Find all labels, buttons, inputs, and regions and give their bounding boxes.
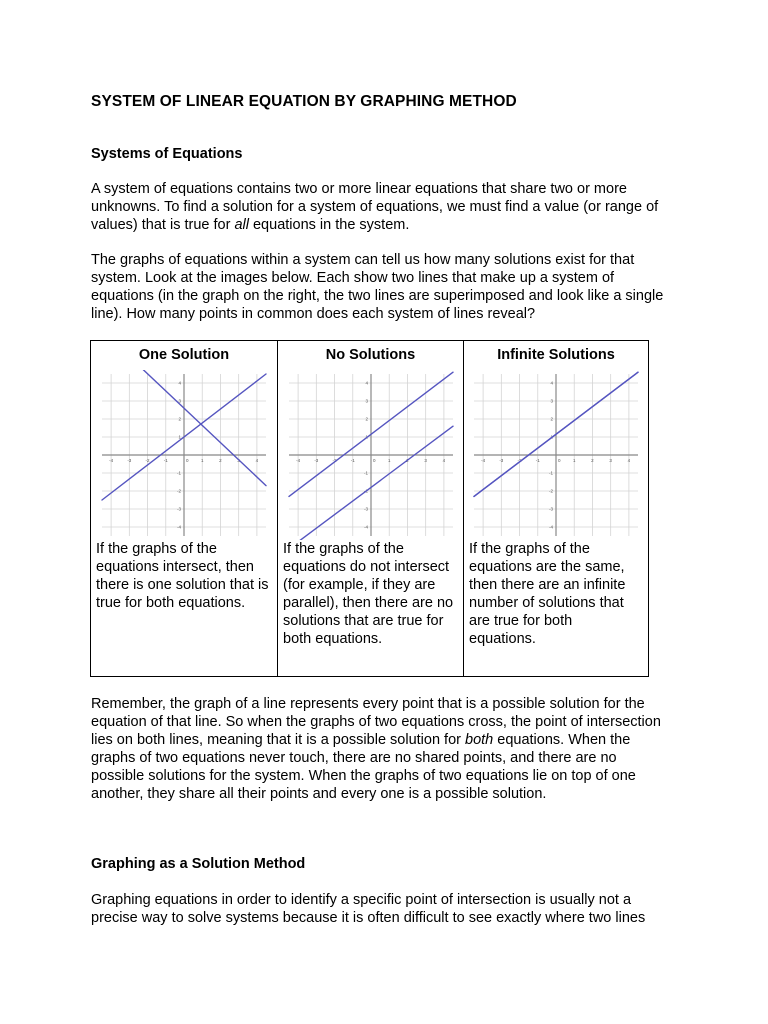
x-tick-label: 1 — [200, 458, 204, 463]
x-tick-label: -2 — [332, 458, 337, 463]
x-tick-label: -4 — [109, 458, 114, 463]
x-tick-label: 1 — [572, 458, 576, 463]
x-tick-label: -1 — [163, 458, 168, 463]
text-run: equations. When the graphs of two equations never touch, there are no shared points, and there are no possible solutions for the system. When the graphs of two equations lie on top of one another, they share all their points and every one is a possible solution. — [91, 732, 636, 802]
graph-cell-one-solution — [91, 370, 278, 540]
x-tick-label: 4 — [255, 458, 259, 463]
y-tick-label: -3 — [363, 506, 368, 512]
origin-label: 0 — [558, 458, 561, 463]
x-tick-label: 4 — [442, 458, 445, 463]
origin-label: 0 — [186, 458, 189, 463]
y-tick-label: 3 — [364, 398, 368, 404]
y-tick-label: -4 — [363, 524, 368, 530]
x-tick-label: -1 — [535, 458, 540, 463]
graph-one-solution — [98, 370, 270, 540]
y-tick-label: 3 — [550, 398, 553, 404]
x-tick-label: -1 — [350, 458, 355, 463]
graph-no-solutions — [285, 370, 457, 540]
graph-cell-no-solutions — [278, 370, 464, 540]
section-heading-graphing: Graphing as a Solution Method — [91, 856, 306, 872]
italic-text-run: both — [465, 732, 494, 748]
paragraph-graphing-method: Graphing equations in order to identify a specific point of intersection is usually not a precise way to solve systems because it is often difficult to see exactly where two lines — [91, 892, 646, 926]
y-tick-label: -4 — [176, 524, 181, 530]
section-heading-systems: Systems of Equations — [91, 146, 243, 162]
x-tick-label: -2 — [145, 458, 150, 463]
x-tick-label: 3 — [423, 458, 427, 463]
x-tick-label: 4 — [627, 458, 631, 463]
y-tick-label: 3 — [178, 398, 181, 404]
paragraph-remember — [91, 695, 671, 803]
y-tick-label: 2 — [550, 416, 553, 422]
y-tick-label: -3 — [176, 506, 181, 512]
x-tick-label: -4 — [295, 458, 300, 463]
header-infinite-solutions: Infinite Solutions — [464, 341, 649, 371]
y-tick-label: -2 — [176, 488, 181, 494]
x-tick-label: -3 — [127, 458, 132, 463]
x-tick-label: 3 — [237, 458, 240, 463]
paragraph-graphs: The graphs of equations within a system can tell us how many solutions exist for that system. Look at the images below. Each show two lines that make up a system of equations (in the graph on the right, the two lines are superimposed and look like a single line). How many points in common does each system of lines reveal? — [91, 252, 664, 322]
document-title: SYSTEM OF LINEAR EQUATION BY GRAPHING METHOD — [91, 93, 517, 110]
text-run: A system of equations contains two or more linear equations that share two or more unknowns. To find a solution for a system of equations, we must find a value (or range of values) that is true for — [91, 181, 659, 233]
y-tick-label: -1 — [363, 470, 368, 476]
header-one-solution: One Solution — [91, 341, 278, 371]
description-one-solution: If the graphs of the equations intersect, then there is one solution that is true for both equations. — [91, 540, 278, 677]
y-tick-label: 4 — [364, 380, 368, 386]
x-tick-label: 2 — [591, 458, 594, 463]
x-tick-label: -2 — [517, 458, 522, 463]
x-tick-label: -3 — [313, 458, 318, 463]
header-no-solutions: No Solutions — [278, 341, 464, 371]
y-tick-label: 4 — [178, 380, 181, 386]
x-tick-label: 1 — [387, 458, 390, 463]
y-tick-label: 1 — [178, 434, 181, 440]
text-run: Remember, the graph of a line represents every point that is a possible solution for the equation of that line. So when the graphs of two equations cross, the point of intersection lies on both lines, meaning that it is a possible solution for — [91, 696, 661, 748]
origin-label: 0 — [372, 458, 376, 463]
y-tick-label: -2 — [363, 488, 368, 494]
y-tick-label: 2 — [364, 416, 368, 422]
y-tick-label: -1 — [548, 470, 553, 476]
italic-text-run: all — [234, 217, 249, 233]
x-tick-label: -4 — [481, 458, 486, 463]
graph-infinite-solutions — [470, 370, 642, 540]
y-tick-label: 1 — [364, 434, 368, 440]
y-tick-label: -1 — [176, 470, 181, 476]
y-tick-label: -2 — [548, 488, 553, 494]
x-tick-label: 2 — [219, 458, 222, 463]
y-tick-label: 4 — [550, 380, 553, 386]
y-tick-label: 2 — [178, 416, 181, 422]
graph-cell-infinite-solutions — [464, 370, 649, 540]
description-infinite-solutions: If the graphs of the equations are the same, then there are an infinite number of solutions that are true for both equations. — [464, 540, 649, 677]
text-run: equations in the system. — [248, 217, 410, 233]
solutions-comparison-table — [90, 340, 649, 677]
x-tick-label: 3 — [609, 458, 612, 463]
paragraph-intro — [91, 180, 671, 234]
y-tick-label: -4 — [548, 524, 553, 530]
x-tick-label: 2 — [405, 458, 409, 463]
series-line-2 — [142, 370, 266, 486]
x-tick-label: -3 — [499, 458, 504, 463]
description-no-solutions: If the graphs of the equations do not intersect (for example, if they are parallel), then there are no solutions that are true for both equations. — [278, 540, 464, 677]
y-tick-label: -3 — [548, 506, 553, 512]
y-tick-label: 1 — [550, 434, 553, 440]
